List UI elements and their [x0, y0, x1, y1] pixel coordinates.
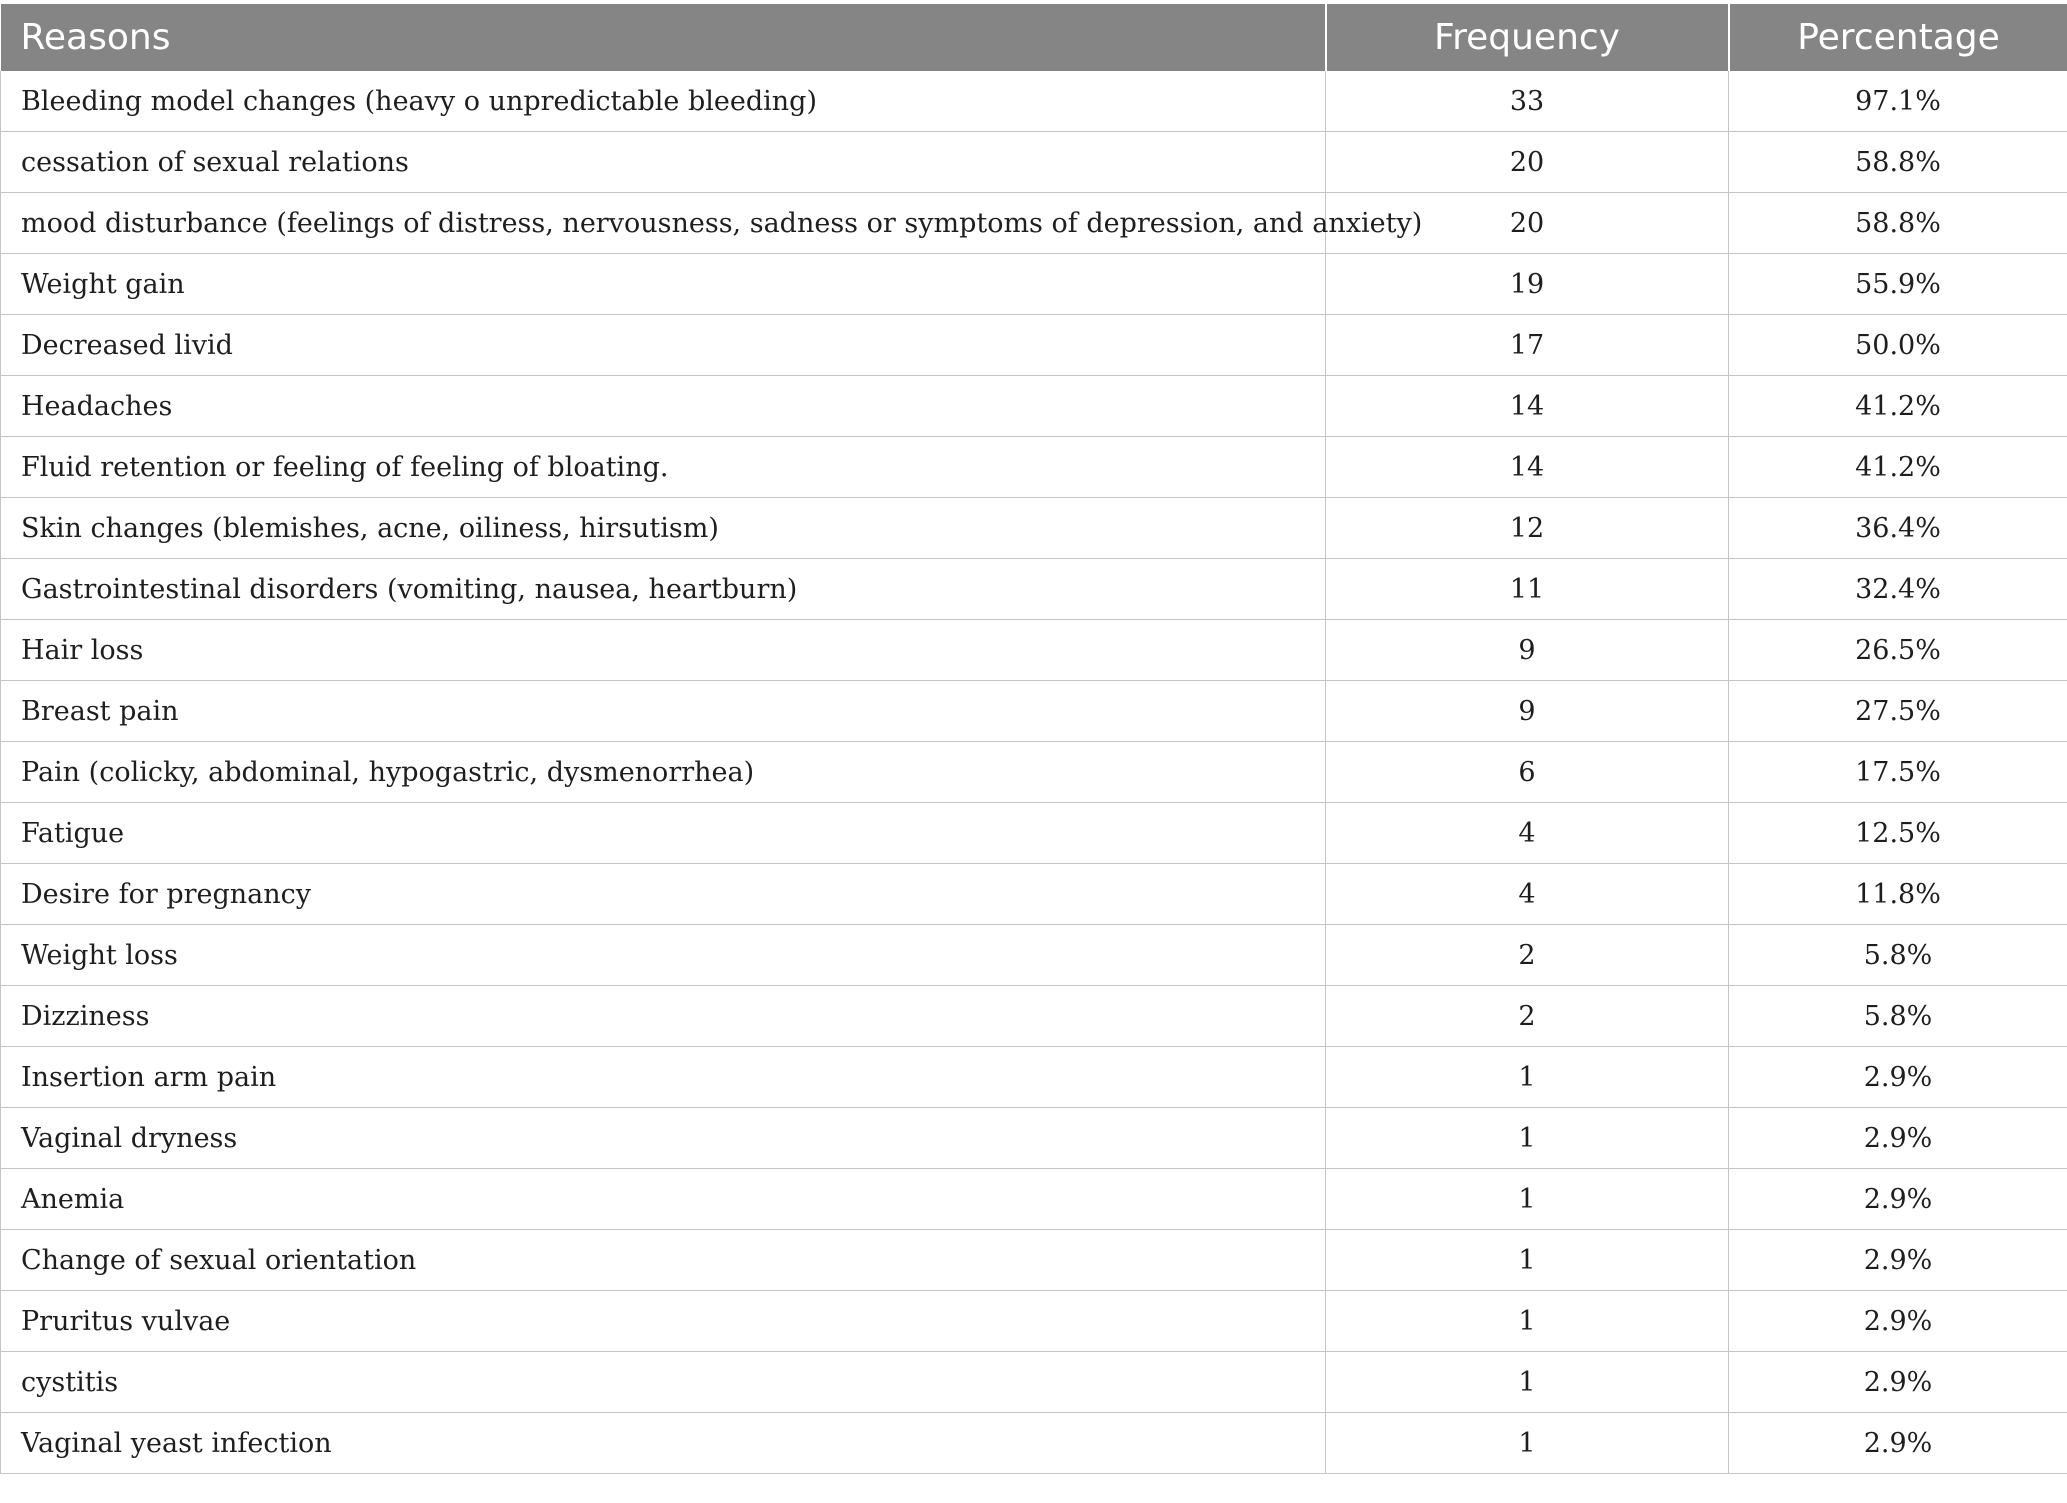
cell-reason: Dizziness	[1, 986, 1326, 1047]
table-header	[1, 4, 2067, 71]
cell-reason: Insertion arm pain	[1, 1047, 1326, 1108]
table-row	[1, 315, 2067, 376]
cell-percentage: 26.5%	[1729, 620, 2067, 681]
cell-frequency: 6	[1326, 742, 1729, 803]
table-row	[1, 1413, 2067, 1474]
cell-frequency: 1	[1326, 1352, 1729, 1413]
cell-percentage: 5.8%	[1729, 925, 2067, 986]
table-row	[1, 1291, 2067, 1352]
cell-frequency: 9	[1326, 681, 1729, 742]
table-row	[1, 1169, 2067, 1230]
table-row	[1, 193, 2067, 254]
table-row	[1, 71, 2067, 132]
cell-percentage: 2.9%	[1729, 1230, 2067, 1291]
cell-reason: Gastrointestinal disorders (vomiting, nausea, heartburn)	[1, 559, 1326, 620]
cell-reason: Vaginal dryness	[1, 1108, 1326, 1169]
cell-percentage: 2.9%	[1729, 1352, 2067, 1413]
table-row	[1, 864, 2067, 925]
cell-reason: mood disturbance (feelings of distress, nervousness, sadness or symptoms of depression, and anxiety)	[1, 193, 1326, 254]
table-row	[1, 376, 2067, 437]
cell-percentage: 97.1%	[1729, 71, 2067, 132]
column-header-frequency: Frequency	[1326, 4, 1729, 71]
cell-frequency: 11	[1326, 559, 1729, 620]
cell-frequency: 1	[1326, 1230, 1729, 1291]
cell-frequency: 4	[1326, 803, 1729, 864]
cell-percentage: 58.8%	[1729, 193, 2067, 254]
table-row	[1, 498, 2067, 559]
table-row	[1, 986, 2067, 1047]
table-row	[1, 1352, 2067, 1413]
cell-frequency: 17	[1326, 315, 1729, 376]
cell-reason: Bleeding model changes (heavy o unpredictable bleeding)	[1, 71, 1326, 132]
cell-frequency: 2	[1326, 925, 1729, 986]
table-row	[1, 1108, 2067, 1169]
cell-percentage: 50.0%	[1729, 315, 2067, 376]
cell-percentage: 2.9%	[1729, 1169, 2067, 1230]
table-row	[1, 742, 2067, 803]
cell-frequency: 9	[1326, 620, 1729, 681]
cell-percentage: 41.2%	[1729, 437, 2067, 498]
table-body	[1, 71, 2067, 1474]
cell-frequency: 19	[1326, 254, 1729, 315]
cell-reason: Headaches	[1, 376, 1326, 437]
header-row	[1, 4, 2067, 71]
cell-percentage: 17.5%	[1729, 742, 2067, 803]
cell-frequency: 1	[1326, 1047, 1729, 1108]
cell-frequency: 4	[1326, 864, 1729, 925]
table-row	[1, 437, 2067, 498]
cell-reason: Weight gain	[1, 254, 1326, 315]
cell-frequency: 1	[1326, 1169, 1729, 1230]
cell-percentage: 5.8%	[1729, 986, 2067, 1047]
cell-reason: cystitis	[1, 1352, 1326, 1413]
cell-frequency: 33	[1326, 71, 1729, 132]
column-header-reasons: Reasons	[1, 4, 1326, 71]
cell-reason: cessation of sexual relations	[1, 132, 1326, 193]
cell-percentage: 2.9%	[1729, 1413, 2067, 1474]
cell-frequency: 12	[1326, 498, 1729, 559]
cell-percentage: 2.9%	[1729, 1291, 2067, 1352]
table-row	[1, 925, 2067, 986]
cell-frequency: 20	[1326, 193, 1729, 254]
cell-frequency: 1	[1326, 1291, 1729, 1352]
table-row	[1, 132, 2067, 193]
cell-reason: Decreased livid	[1, 315, 1326, 376]
cell-percentage: 32.4%	[1729, 559, 2067, 620]
cell-reason: Skin changes (blemishes, acne, oiliness, hirsutism)	[1, 498, 1326, 559]
cell-percentage: 2.9%	[1729, 1108, 2067, 1169]
cell-frequency: 20	[1326, 132, 1729, 193]
cell-frequency: 1	[1326, 1108, 1729, 1169]
table-row	[1, 559, 2067, 620]
cell-frequency: 2	[1326, 986, 1729, 1047]
reasons-table	[0, 4, 2067, 1474]
cell-percentage: 55.9%	[1729, 254, 2067, 315]
cell-reason: Vaginal yeast infection	[1, 1413, 1326, 1474]
cell-percentage: 36.4%	[1729, 498, 2067, 559]
table-row	[1, 1047, 2067, 1108]
cell-reason: Pruritus vulvae	[1, 1291, 1326, 1352]
table-row	[1, 803, 2067, 864]
cell-reason: Anemia	[1, 1169, 1326, 1230]
cell-reason: Hair loss	[1, 620, 1326, 681]
cell-percentage: 58.8%	[1729, 132, 2067, 193]
cell-reason: Desire for pregnancy	[1, 864, 1326, 925]
cell-reason: Pain (colicky, abdominal, hypogastric, dysmenorrhea)	[1, 742, 1326, 803]
cell-frequency: 14	[1326, 437, 1729, 498]
reasons-table-container	[0, 4, 2067, 1474]
cell-percentage: 12.5%	[1729, 803, 2067, 864]
table-row	[1, 620, 2067, 681]
table-row	[1, 254, 2067, 315]
cell-reason: Fluid retention or feeling of feeling of bloating.	[1, 437, 1326, 498]
cell-percentage: 11.8%	[1729, 864, 2067, 925]
cell-percentage: 27.5%	[1729, 681, 2067, 742]
table-row	[1, 1230, 2067, 1291]
cell-frequency: 1	[1326, 1413, 1729, 1474]
cell-reason: Breast pain	[1, 681, 1326, 742]
cell-percentage: 2.9%	[1729, 1047, 2067, 1108]
cell-reason: Fatigue	[1, 803, 1326, 864]
cell-reason: Weight loss	[1, 925, 1326, 986]
cell-frequency: 14	[1326, 376, 1729, 437]
cell-percentage: 41.2%	[1729, 376, 2067, 437]
column-header-percentage: Percentage	[1729, 4, 2067, 71]
table-row	[1, 681, 2067, 742]
cell-reason: Change of sexual orientation	[1, 1230, 1326, 1291]
